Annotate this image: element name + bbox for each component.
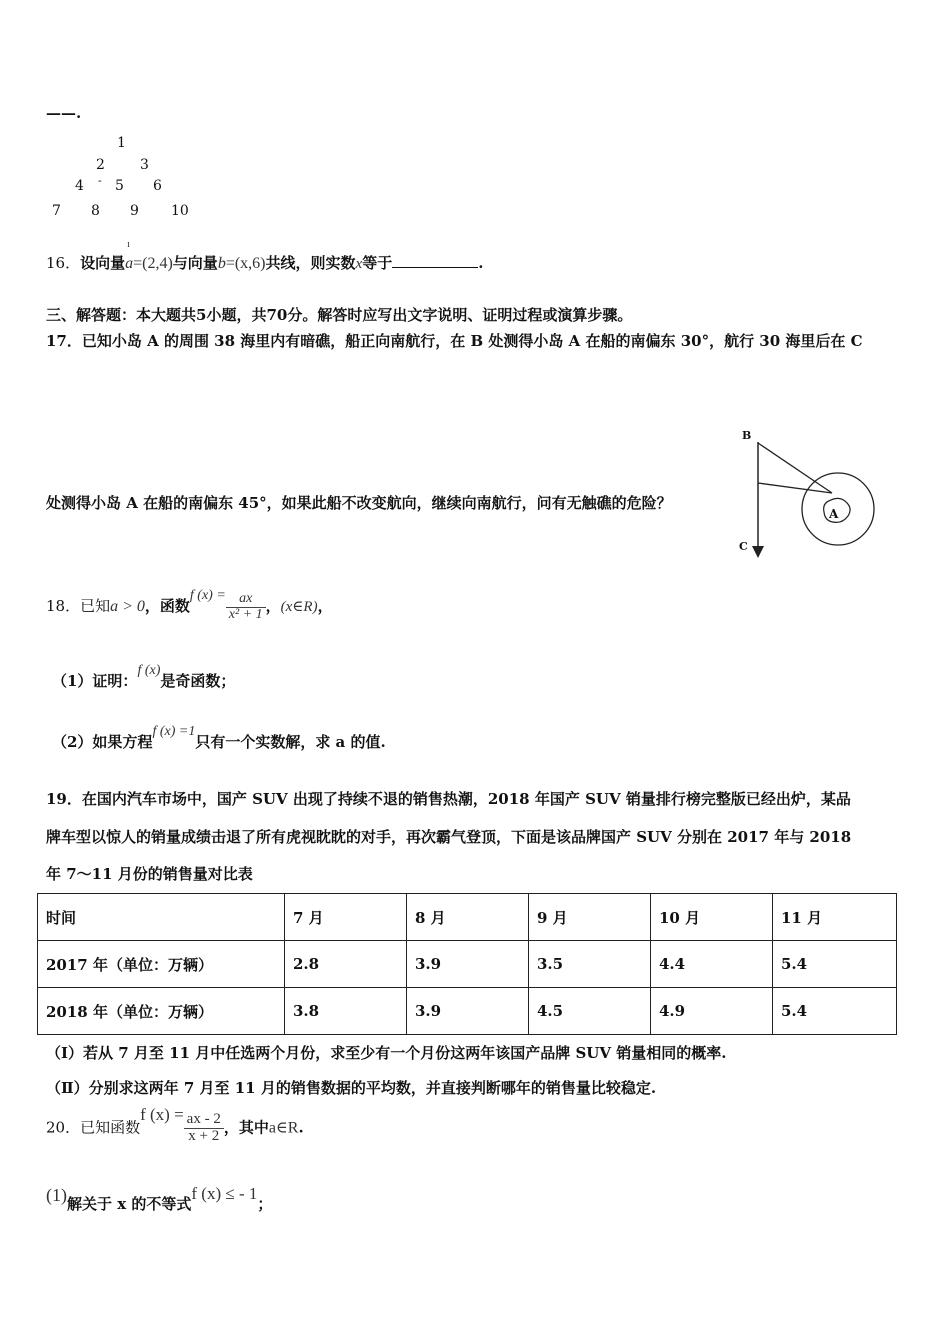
table-header: 8 月: [407, 894, 529, 941]
question-number: 16．: [46, 254, 81, 272]
vector-a: [125, 239, 134, 272]
question-19-line3: 年 7～11 月份的销售量对比表: [46, 865, 253, 883]
var-x: x: [355, 256, 363, 272]
triangle-num: 6: [153, 178, 162, 194]
question-20: [46, 1105, 304, 1145]
question-18-part1: [52, 663, 236, 691]
question-19-line1: 19．在国内汽车市场中，国产 SUV 出现了持续不退的销售热潮，2018 年国产 SUV 销量排行榜完整版已经出炉，某品: [46, 790, 851, 808]
triangle-num: -: [98, 174, 102, 187]
table-cell: 5.4: [773, 988, 897, 1035]
function-lhs: f (x) =: [140, 1105, 184, 1125]
table-header: 9 月: [529, 894, 651, 941]
part1-inequality: f (x) ≤ - 1: [191, 1184, 258, 1203]
question-17-line2: 处测得小岛 A 在船的南偏东 45°，如果此船不改变航向，继续向南航行，问有无触礁的危险？: [46, 494, 672, 512]
vec-a-symbol: a: [125, 255, 134, 272]
part1-function: f (x): [137, 663, 161, 678]
part2-text: 只有一个实数解，求 a 的值.: [195, 733, 386, 751]
fraction-denominator: x² + 1: [228, 606, 263, 622]
domain: (x∈R): [280, 599, 318, 616]
triangle-num: 2: [96, 157, 105, 173]
question-16: [46, 239, 484, 273]
triangle-num: 8: [91, 203, 100, 219]
q16-mid: 与向量: [172, 254, 218, 272]
part1-end: ；: [257, 1195, 273, 1213]
table-cell: 3.5: [529, 941, 651, 988]
table-cell: 2018 年（单位：万辆）: [38, 988, 285, 1035]
table-cell: 2.8: [285, 941, 407, 988]
condition-a: a∈R: [268, 1119, 299, 1137]
table-cell: 3.9: [407, 988, 529, 1035]
q16-text: 共线，则实数: [265, 254, 356, 272]
q18-end: ，: [317, 597, 333, 616]
question-18: [46, 588, 333, 622]
question-20-part1: [46, 1184, 273, 1214]
vector-arrow: ı: [127, 239, 130, 250]
part-label: （1）证明：: [52, 672, 138, 690]
island-diagram-svg: [736, 426, 886, 561]
triangle-num: 7: [52, 203, 61, 219]
table-cell: 4.4: [651, 941, 773, 988]
triangle-num: 5: [115, 178, 124, 194]
label-c: C: [739, 540, 748, 553]
part2-equation: f (x) =1: [152, 724, 196, 739]
top-dash: ——.: [46, 104, 82, 122]
table-header: 时间: [38, 894, 285, 941]
part-label: (1): [46, 1185, 67, 1205]
island-diagram: [736, 426, 886, 561]
part1-text: 解关于 x 的不等式: [67, 1195, 192, 1213]
q18-text: ，函数: [144, 597, 190, 616]
q20-text: ，其中: [223, 1118, 269, 1137]
question-17-line1: 17．已知小岛 A 的周围 38 海里内有暗礁，船正向南航行，在 B 处测得小岛 A 在船的南偏东 30°，航行 30 海里后在 C: [46, 332, 863, 350]
table-cell: 4.5: [529, 988, 651, 1035]
table-cell: 5.4: [773, 941, 897, 988]
table-cell: 4.9: [651, 988, 773, 1035]
table-row: [38, 941, 897, 988]
label-b: B: [742, 429, 752, 442]
table-cell: 3.9: [407, 941, 529, 988]
number-triangle: [0, 0, 200, 230]
fraction-numerator: ax: [226, 592, 266, 608]
question-19-part1: （Ⅰ）若从 7 月至 11 月中任选两个月份，求至少有一个月份这两年该国产品牌 SUV 销量相同的概率.: [46, 1044, 727, 1062]
q16-text: 等于: [362, 254, 393, 272]
fraction-denominator: x + 2: [188, 1127, 220, 1144]
vector-b: b: [217, 255, 226, 272]
fraction-numerator: ax - 2: [184, 1112, 224, 1129]
function-fraction: [184, 1112, 224, 1145]
q18-sep: ，: [265, 597, 281, 616]
function-lhs: f (x) =: [189, 588, 226, 604]
function-fraction: [226, 592, 266, 622]
label-a: A: [829, 507, 839, 521]
triangle-num: 1: [117, 135, 126, 151]
table-header: 10 月: [651, 894, 773, 941]
part1-text: 是奇函数；: [160, 672, 236, 690]
table-header-row: [38, 894, 897, 941]
question-19-part2: （Ⅱ）分别求这两年 7 月至 11 月的销售数据的平均数，并直接判断哪年的销售量比较稳定.: [46, 1079, 657, 1097]
triangle-num: 3: [140, 157, 149, 173]
vector-a-value: =(2,4): [133, 255, 173, 272]
table-cell: 2017 年（单位：万辆）: [38, 941, 285, 988]
q20-end: .: [298, 1118, 304, 1137]
question-number: 18．已知: [46, 597, 111, 616]
section-heading: 三、解答题：本大题共5小题，共70分。解答时应写出文字说明、证明过程或演算步骤。: [46, 306, 633, 324]
question-19-line2: 牌车型以惊人的销量成绩击退了所有虎视眈眈的对手，再次霸气登顶，下面是该品牌国产 SUV 分别在 2017 年与 2018: [46, 828, 852, 846]
table-row: [38, 988, 897, 1035]
table-header: 11 月: [773, 894, 897, 941]
triangle-num: 9: [130, 203, 139, 219]
table-header: 7 月: [285, 894, 407, 941]
sales-table: [37, 893, 897, 1035]
vector-b-value: =(x,6): [225, 255, 266, 272]
q16-end: .: [478, 254, 484, 272]
triangle-num: 10: [171, 203, 189, 219]
question-number: 20．已知函数: [46, 1118, 141, 1137]
triangle-num: 4: [75, 178, 84, 194]
part-label: （2）如果方程: [52, 733, 153, 751]
condition-a: a > 0: [110, 598, 145, 616]
table-cell: 3.8: [285, 988, 407, 1035]
answer-blank: [392, 253, 478, 268]
q16-prefix: 设向量: [80, 254, 126, 272]
question-18-part2: [52, 724, 386, 752]
